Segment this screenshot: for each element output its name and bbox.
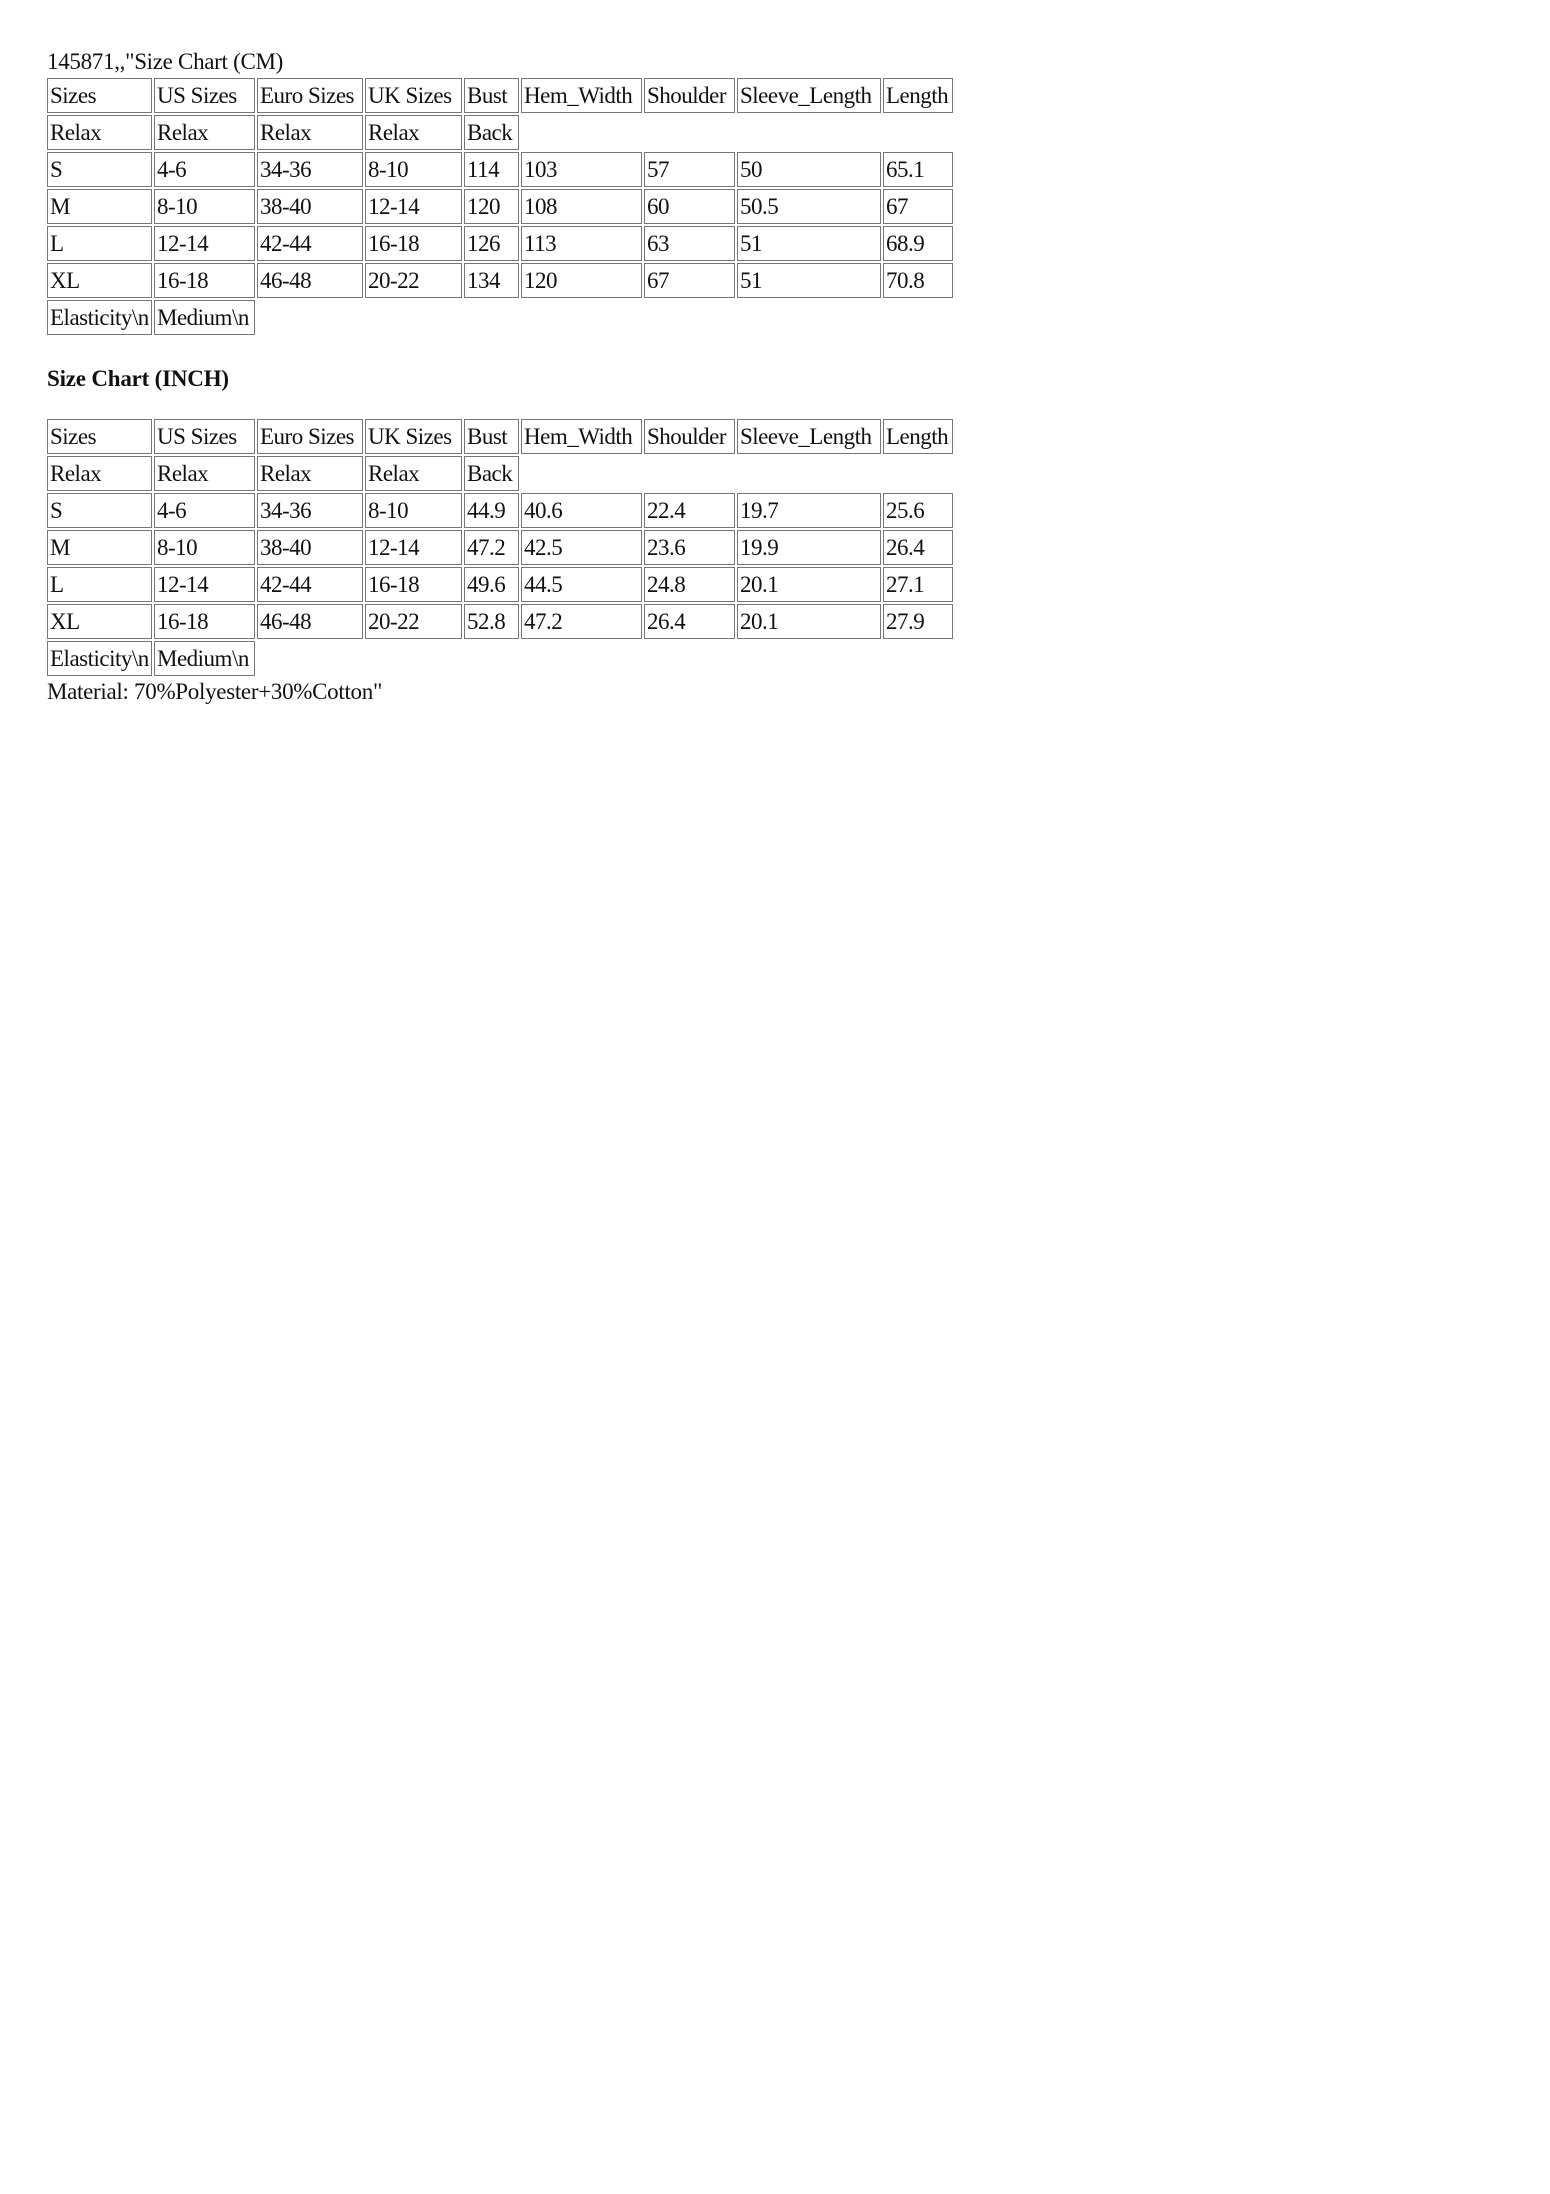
table-cell: Elasticity\n [47, 300, 152, 335]
table-cell: 47.2 [464, 530, 519, 565]
table-row [47, 530, 953, 565]
relax-row [47, 115, 953, 150]
table-cell: 70.8 [883, 263, 953, 298]
table-cell: Relax [365, 456, 462, 491]
header-cell-sleeve-length: Sleeve_Length [737, 78, 881, 113]
header-cell-us-sizes: US Sizes [154, 419, 255, 454]
table-cell: 51 [737, 263, 881, 298]
table-cell: 12-14 [154, 567, 255, 602]
empty-cell [521, 115, 953, 150]
header-cell-sizes: Sizes [47, 78, 152, 113]
table-cell: 134 [464, 263, 519, 298]
elasticity-row [47, 300, 953, 335]
header-cell-shoulder: Shoulder [644, 78, 735, 113]
table-row [47, 604, 953, 639]
header-cell-hem-width: Hem_Width [521, 78, 642, 113]
table-cell: 57 [644, 152, 735, 187]
table-cell: L [47, 226, 152, 261]
table-cell: Back [464, 115, 519, 150]
table-cell: 20-22 [365, 263, 462, 298]
table-cell: 114 [464, 152, 519, 187]
header-cell-sizes: Sizes [47, 419, 152, 454]
header-cell-length: Length [883, 419, 953, 454]
table-cell: 4-6 [154, 493, 255, 528]
table-cell: 49.6 [464, 567, 519, 602]
header-cell-shoulder: Shoulder [644, 419, 735, 454]
table-cell: 16-18 [154, 604, 255, 639]
table-cell: 65.1 [883, 152, 953, 187]
table-cell: 46-48 [257, 604, 363, 639]
table-cell: 68.9 [883, 226, 953, 261]
table-cell: 63 [644, 226, 735, 261]
table-cell: Relax [257, 456, 363, 491]
table-cell: XL [47, 263, 152, 298]
table-cell: L [47, 567, 152, 602]
table-cell: 50 [737, 152, 881, 187]
table-cell: 34-36 [257, 152, 363, 187]
table-cell: 42-44 [257, 567, 363, 602]
inch-section-title: Size Chart (INCH) [47, 366, 229, 391]
table-cell: 67 [644, 263, 735, 298]
table-cell: 126 [464, 226, 519, 261]
table-cell: 47.2 [521, 604, 642, 639]
table-cell: 120 [521, 263, 642, 298]
table-cell: 38-40 [257, 189, 363, 224]
table-cell: S [47, 493, 152, 528]
header-cell-bust: Bust [464, 419, 519, 454]
table-cell: 44.9 [464, 493, 519, 528]
table-row [47, 567, 953, 602]
size-chart-document [47, 48, 1007, 706]
table-cell: 108 [521, 189, 642, 224]
table-cell: 8-10 [154, 530, 255, 565]
table-row [47, 263, 953, 298]
table-cell: 16-18 [154, 263, 255, 298]
relax-row [47, 456, 953, 491]
empty-cell [257, 300, 953, 335]
header-cell-euro-sizes: Euro Sizes [257, 419, 363, 454]
table-cell: 113 [521, 226, 642, 261]
table-cell: M [47, 189, 152, 224]
table-cell: 34-36 [257, 493, 363, 528]
table-cell: Relax [47, 115, 152, 150]
table-cell: 20-22 [365, 604, 462, 639]
header-cell-euro-sizes: Euro Sizes [257, 78, 363, 113]
table-header-row [47, 419, 953, 454]
table-cell: 42-44 [257, 226, 363, 261]
table-cell: Relax [154, 456, 255, 491]
cm-size-table [45, 76, 955, 337]
table-cell: Relax [47, 456, 152, 491]
table-cell: Back [464, 456, 519, 491]
table-cell: 27.1 [883, 567, 953, 602]
table-cell: XL [47, 604, 152, 639]
table-row [47, 189, 953, 224]
header-cell-hem-width: Hem_Width [521, 419, 642, 454]
table-row [47, 226, 953, 261]
table-cell: 12-14 [154, 226, 255, 261]
table-cell: 67 [883, 189, 953, 224]
header-cell-uk-sizes: UK Sizes [365, 419, 462, 454]
table-cell: 25.6 [883, 493, 953, 528]
table-cell: 120 [464, 189, 519, 224]
table-cell: 16-18 [365, 226, 462, 261]
header-cell-us-sizes: US Sizes [154, 78, 255, 113]
table-cell: 26.4 [644, 604, 735, 639]
table-cell: Medium\n [154, 300, 255, 335]
inch-size-table [45, 417, 955, 678]
header-cell-length: Length [883, 78, 953, 113]
table-cell: Medium\n [154, 641, 255, 676]
table-cell: Relax [365, 115, 462, 150]
table-cell: 51 [737, 226, 881, 261]
table-cell: 46-48 [257, 263, 363, 298]
table-cell: Relax [154, 115, 255, 150]
header-cell-bust: Bust [464, 78, 519, 113]
table-cell: S [47, 152, 152, 187]
table-cell: 8-10 [154, 189, 255, 224]
table-cell: 40.6 [521, 493, 642, 528]
table-cell: 4-6 [154, 152, 255, 187]
table-cell: 103 [521, 152, 642, 187]
table-cell: 26.4 [883, 530, 953, 565]
table-cell: 16-18 [365, 567, 462, 602]
table-cell: 19.9 [737, 530, 881, 565]
table-cell: 20.1 [737, 567, 881, 602]
table-row [47, 493, 953, 528]
table-cell: 12-14 [365, 530, 462, 565]
empty-cell [521, 456, 953, 491]
header-cell-uk-sizes: UK Sizes [365, 78, 462, 113]
table-cell: 8-10 [365, 493, 462, 528]
table-cell: 60 [644, 189, 735, 224]
table-cell: 22.4 [644, 493, 735, 528]
table-cell: M [47, 530, 152, 565]
table-row [47, 152, 953, 187]
table-cell: 19.7 [737, 493, 881, 528]
table-cell: 20.1 [737, 604, 881, 639]
elasticity-row [47, 641, 953, 676]
table-cell: 8-10 [365, 152, 462, 187]
table-cell: 50.5 [737, 189, 881, 224]
empty-cell [257, 641, 953, 676]
table-cell: 44.5 [521, 567, 642, 602]
table-cell: Elasticity\n [47, 641, 152, 676]
table-cell: 24.8 [644, 567, 735, 602]
header-line: 145871,,"Size Chart (CM) [47, 49, 283, 74]
table-cell: 27.9 [883, 604, 953, 639]
table-cell: 38-40 [257, 530, 363, 565]
material-line: Material: 70%Polyester+30%Cotton" [47, 679, 383, 704]
table-cell: 42.5 [521, 530, 642, 565]
header-cell-sleeve-length: Sleeve_Length [737, 419, 881, 454]
table-cell: 52.8 [464, 604, 519, 639]
table-cell: 23.6 [644, 530, 735, 565]
table-cell: 12-14 [365, 189, 462, 224]
table-cell: Relax [257, 115, 363, 150]
table-header-row [47, 78, 953, 113]
